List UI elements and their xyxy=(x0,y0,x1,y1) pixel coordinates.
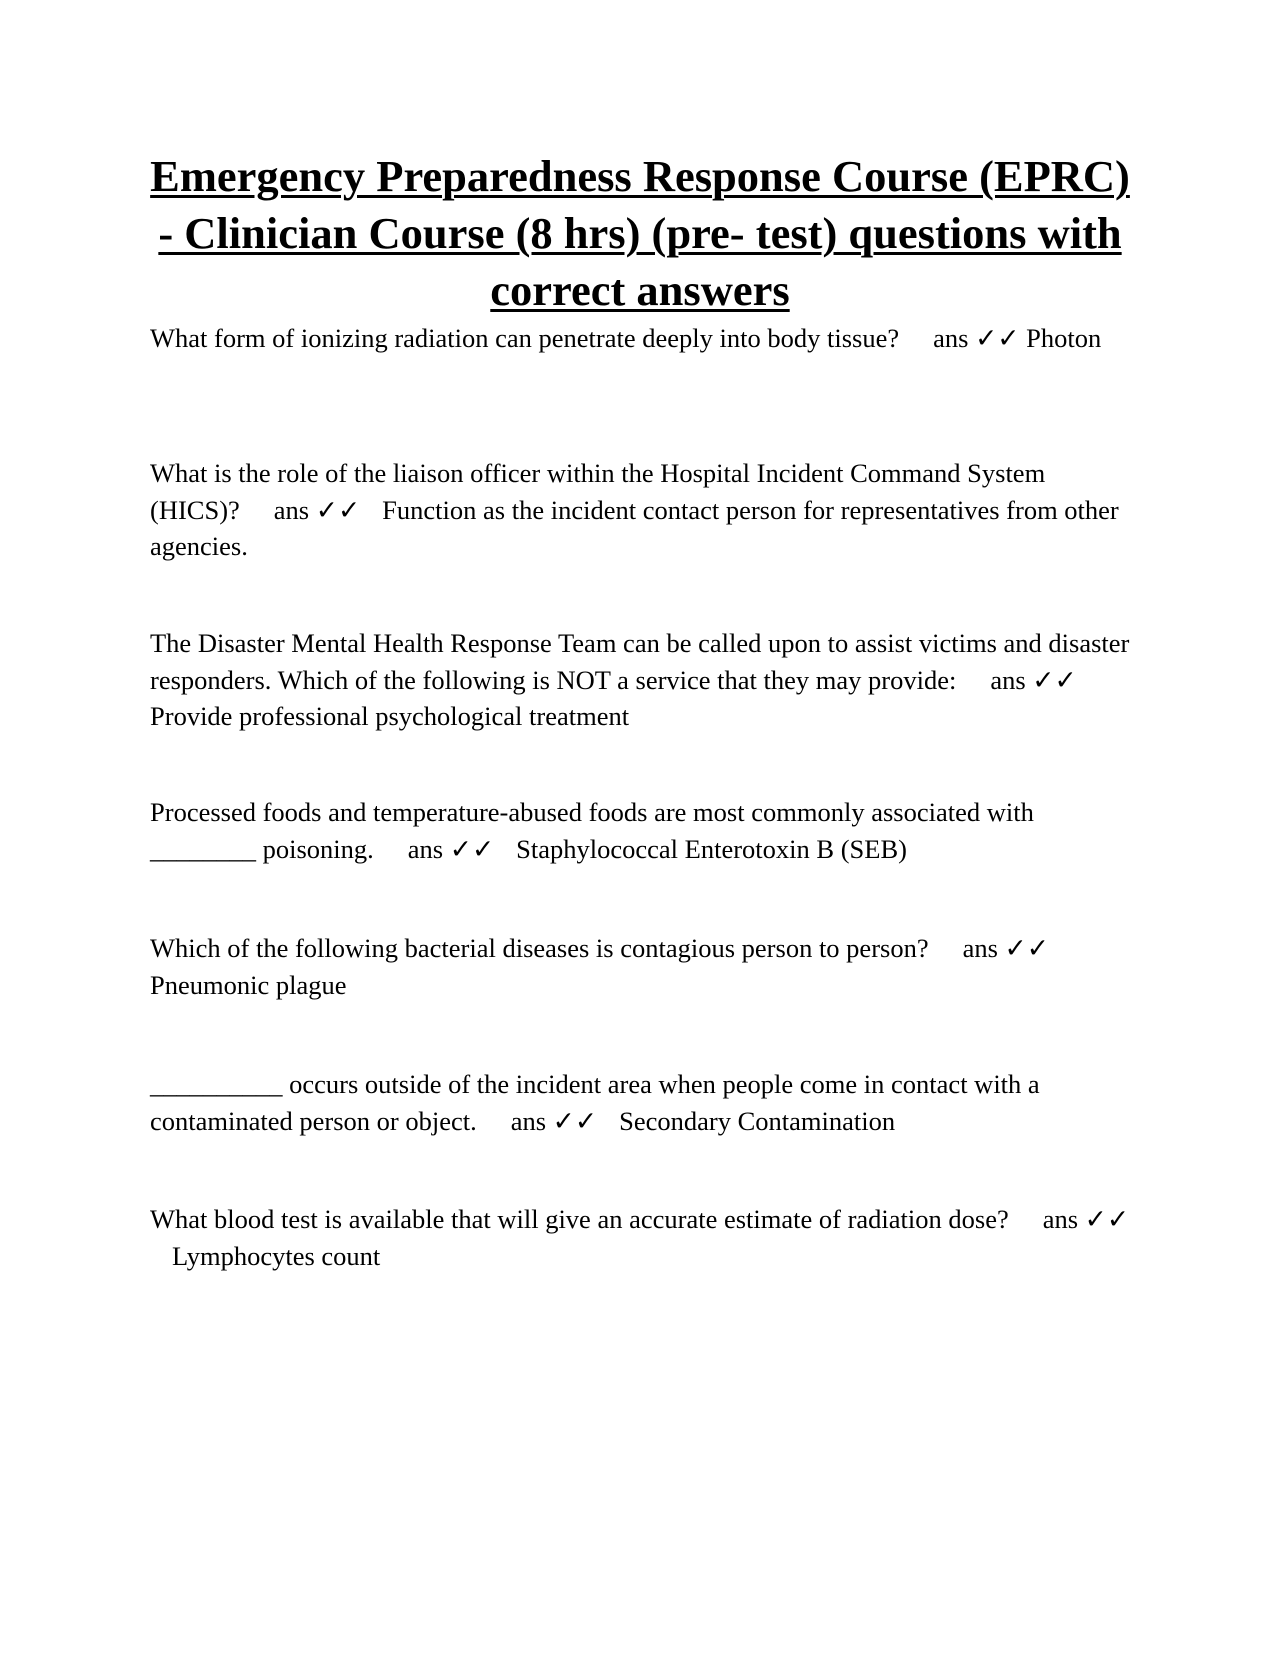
question-text: What is the role of the liaison officer within the Hospital Incident Command System (HICS)? xyxy=(150,458,1046,525)
answer-marker: ans ✓✓ xyxy=(1042,1204,1130,1234)
answer-marker: ans ✓✓ xyxy=(407,833,495,864)
answer-marker: ans ✓✓ xyxy=(510,1105,598,1136)
question-text: What form of ionizing radiation can penetrate deeply into body tissue? xyxy=(150,323,900,353)
answer-marker: ans ✓✓ xyxy=(933,323,1020,353)
document-title: Emergency Preparedness Response Course (EPRC) - Clinician Course (8 hrs) (pre- test) questions with correct answers xyxy=(150,151,1130,315)
answer-marker: ans ✓✓ xyxy=(990,664,1077,695)
qa-item-5 xyxy=(150,930,1140,1003)
question-text: What blood test is available that will give an accurate estimate of radiation dose? xyxy=(150,1204,1009,1234)
answer-text: Secondary Contamination xyxy=(619,1105,896,1136)
answer-text: Function as the incident contact person for representatives from other agencies. xyxy=(150,494,1119,561)
answer-marker: ans ✓✓ xyxy=(962,933,1049,963)
answer-text: Pneumonic plague xyxy=(150,969,347,1000)
question-text: Processed foods and temperature-abused foods are most commonly associated with ________ poisoning. xyxy=(150,797,1034,864)
qa-item-3 xyxy=(150,625,1140,735)
answer-text: Photon xyxy=(1026,323,1102,353)
qa-item-1 xyxy=(150,320,1140,357)
answer-text: Staphylococcal Enterotoxin B (SEB) xyxy=(516,833,907,864)
question-text: The Disaster Mental Health Response Team can be called upon to assist victims and disaster responders. Which of the following is NOT a service that they may provide: xyxy=(150,628,1130,695)
qa-item-2 xyxy=(150,455,1140,565)
answer-marker: ans ✓✓ xyxy=(273,494,361,525)
answer-text: Lymphocytes count xyxy=(172,1240,381,1271)
qa-item-4 xyxy=(150,794,1140,867)
question-text: __________ occurs outside of the incident area when people come in contact with a contaminated person or object. xyxy=(150,1069,1040,1136)
answer-text: Provide professional psychological treatment xyxy=(150,701,630,731)
question-text: Which of the following bacterial diseases is contagious person to person? xyxy=(150,933,929,963)
qa-item-6 xyxy=(150,1066,1140,1139)
qa-item-7 xyxy=(150,1201,1140,1274)
